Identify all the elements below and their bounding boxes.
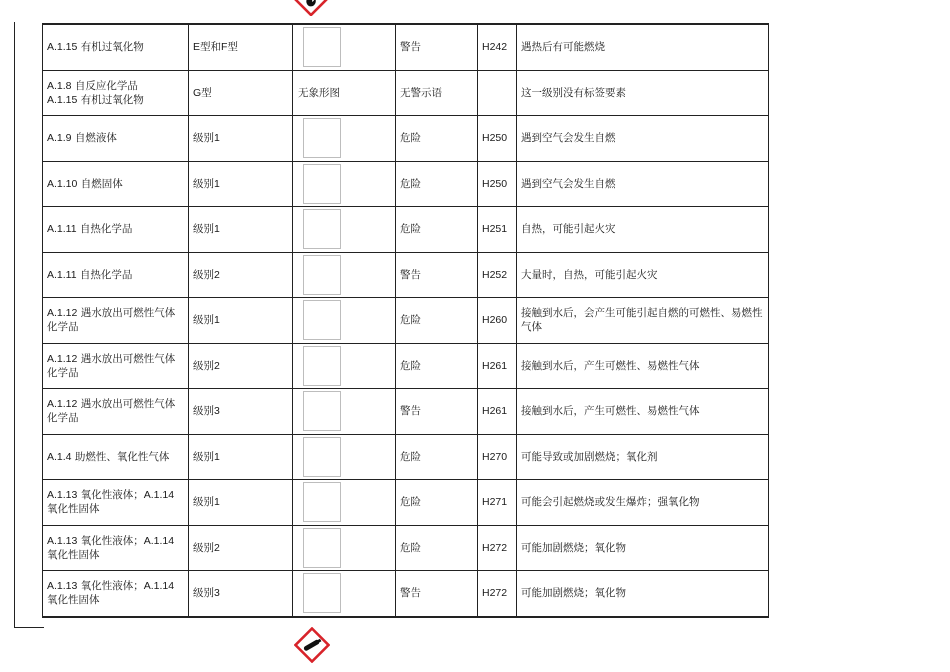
table-row (43, 161, 769, 207)
hazard-class-line: A.1.13 氧化性液体；A.1.14 (47, 534, 175, 547)
signal-word-cell: 危险 (396, 480, 478, 526)
hazard-statement-cell: 遇到空气会发生自燃 (517, 116, 769, 162)
hazard-class-line: A.1.11 自热化学品 (47, 268, 133, 281)
hazard-class-line: A.1.12 遇水放出可燃性气体 (47, 352, 176, 365)
hazard-statement-cell: 大量时，自热，可能引起火灾 (517, 252, 769, 298)
hazard-class-line: 化学品 (47, 321, 79, 334)
hazard-class-cell (43, 207, 189, 253)
ghs-flame-pictogram-icon (294, 0, 328, 16)
hazard-code-cell: H270 (478, 434, 517, 480)
signal-word-cell: 危险 (396, 116, 478, 162)
hazard-category-cell: 级别1 (189, 207, 293, 253)
signal-word-cell: 危险 (396, 434, 478, 480)
hazard-class-cell (43, 161, 189, 207)
hazard-code-cell: H252 (478, 252, 517, 298)
hazard-statement-cell: 接触到水后，产生可燃性、易燃性气体 (517, 343, 769, 389)
ghs-gas-cylinder-pictogram-icon (294, 627, 330, 663)
hazard-category-cell: 级别3 (189, 389, 293, 435)
hazard-class-line: A.1.12 遇水放出可燃性气体 (47, 398, 176, 411)
hazard-code-cell: H261 (478, 389, 517, 435)
hazard-class-line: A.1.4 助燃性、氧化性气体 (47, 450, 170, 463)
hazard-class-line: A.1.13 氧化性液体；A.1.14 (47, 580, 175, 593)
signal-word-cell: 危险 (396, 161, 478, 207)
pictogram-placeholder (303, 27, 341, 67)
hazard-class-line: 化学品 (47, 412, 79, 425)
page-bottom-rule (14, 627, 44, 628)
hazard-statement-cell: 这一级别没有标签要素 (517, 70, 769, 116)
pictogram-placeholder (303, 255, 341, 295)
hazard-category-cell: G型 (189, 70, 293, 116)
table-row (43, 434, 769, 480)
hazard-category-cell: 级别1 (189, 298, 293, 344)
signal-word-cell: 无警示语 (396, 70, 478, 116)
hazard-code-cell: H271 (478, 480, 517, 526)
hazard-code-cell: H242 (478, 24, 517, 70)
hazard-class-cell (43, 116, 189, 162)
hazard-statement-cell: 遇到空气会发生自燃 (517, 161, 769, 207)
pictogram-cell (293, 298, 396, 344)
hazard-class-cell (43, 434, 189, 480)
no-pictogram-text: 无象形图 (298, 86, 340, 99)
hazard-statement-cell: 可能会引起燃烧或发生爆炸；强氧化物 (517, 480, 769, 526)
table-row (43, 571, 769, 617)
pictogram-placeholder (303, 482, 341, 522)
table-row (43, 525, 769, 571)
hazard-code-cell: H260 (478, 298, 517, 344)
hazard-class-cell (43, 252, 189, 298)
signal-word-cell: 警告 (396, 389, 478, 435)
pictogram-cell (293, 161, 396, 207)
hazard-category-cell: E型和F型 (189, 24, 293, 70)
hazard-class-line: A.1.13 氧化性液体；A.1.14 (47, 489, 175, 502)
hazard-code-cell: H250 (478, 116, 517, 162)
hazard-code-cell: H272 (478, 525, 517, 571)
hazard-class-line: A.1.12 遇水放出可燃性气体 (47, 307, 176, 320)
hazard-statement-cell: 可能加剧燃烧；氧化物 (517, 525, 769, 571)
table-row (43, 24, 769, 70)
pictogram-cell (293, 343, 396, 389)
page-left-rule (14, 22, 15, 628)
table-row (43, 298, 769, 344)
pictogram-cell (293, 525, 396, 571)
hazard-code-cell (478, 70, 517, 116)
hazard-class-line: A.1.15 有机过氧化物 (47, 41, 144, 54)
pictogram-cell (293, 389, 396, 435)
pictogram-cell (293, 480, 396, 526)
hazard-category-cell: 级别1 (189, 434, 293, 480)
hazard-category-cell: 级别2 (189, 525, 293, 571)
hazard-class-cell (43, 298, 189, 344)
hazard-class-cell (43, 525, 189, 571)
hazard-statement-cell: 自热，可能引起火灾 (517, 207, 769, 253)
table-row (43, 252, 769, 298)
pictogram-placeholder (303, 300, 341, 340)
pictogram-cell (293, 116, 396, 162)
hazard-code-cell: H261 (478, 343, 517, 389)
pictogram-placeholder (303, 437, 341, 477)
signal-word-cell: 危险 (396, 525, 478, 571)
hazard-code-cell: H272 (478, 571, 517, 617)
hazard-class-cell (43, 70, 189, 116)
hazard-statement-cell: 遇热后有可能燃烧 (517, 24, 769, 70)
hazard-class-line: A.1.15 有机过氧化物 (47, 93, 144, 106)
pictogram-placeholder (303, 528, 341, 568)
pictogram-placeholder (303, 209, 341, 249)
hazard-statement-cell: 接触到水后，产生可燃性、易燃性气体 (517, 389, 769, 435)
pictogram-cell (293, 24, 396, 70)
hazard-category-cell: 级别1 (189, 480, 293, 526)
hazard-class-cell (43, 480, 189, 526)
signal-word-cell: 危险 (396, 343, 478, 389)
pictogram-placeholder (303, 573, 341, 613)
hazard-class-line: 氧化性固体 (47, 503, 100, 516)
hazard-class-cell (43, 343, 189, 389)
hazard-statement-cell: 接触到水后，会产生可能引起自燃的可燃性、易燃性气体 (517, 298, 769, 344)
hazard-class-line: 化学品 (47, 366, 79, 379)
hazard-code-cell: H250 (478, 161, 517, 207)
hazard-class-line: A.1.10 自燃固体 (47, 177, 123, 190)
table-row (43, 480, 769, 526)
hazard-category-cell: 级别1 (189, 116, 293, 162)
hazard-class-line: A.1.11 自热化学品 (47, 223, 133, 236)
pictogram-cell (293, 70, 396, 116)
signal-word-cell: 警告 (396, 571, 478, 617)
hazard-class-line: A.1.8 自反应化学品 (47, 79, 138, 92)
hazard-category-cell: 级别2 (189, 343, 293, 389)
hazard-category-cell: 级别2 (189, 252, 293, 298)
hazard-classification-table (42, 23, 769, 618)
table-row (43, 116, 769, 162)
pictogram-placeholder (303, 164, 341, 204)
hazard-category-cell: 级别1 (189, 161, 293, 207)
table-row (43, 70, 769, 116)
table-row (43, 389, 769, 435)
hazard-category-cell: 级别3 (189, 571, 293, 617)
hazard-class-cell (43, 24, 189, 70)
table-row (43, 207, 769, 253)
pictogram-placeholder (303, 391, 341, 431)
hazard-class-line: A.1.9 自燃液体 (47, 132, 117, 145)
hazard-statement-cell: 可能加剧燃烧；氧化物 (517, 571, 769, 617)
signal-word-cell: 危险 (396, 298, 478, 344)
hazard-statement-cell: 可能导致或加剧燃烧；氧化剂 (517, 434, 769, 480)
hazard-class-line: 氧化性固体 (47, 594, 100, 607)
pictogram-cell (293, 571, 396, 617)
table-row (43, 343, 769, 389)
pictogram-placeholder (303, 346, 341, 386)
pictogram-placeholder (303, 118, 341, 158)
hazard-class-cell (43, 571, 189, 617)
hazard-code-cell: H251 (478, 207, 517, 253)
hazard-class-line: 氧化性固体 (47, 548, 100, 561)
signal-word-cell: 危险 (396, 207, 478, 253)
signal-word-cell: 警告 (396, 24, 478, 70)
pictogram-cell (293, 434, 396, 480)
hazard-class-cell (43, 389, 189, 435)
pictogram-cell (293, 207, 396, 253)
pictogram-cell (293, 252, 396, 298)
signal-word-cell: 警告 (396, 252, 478, 298)
